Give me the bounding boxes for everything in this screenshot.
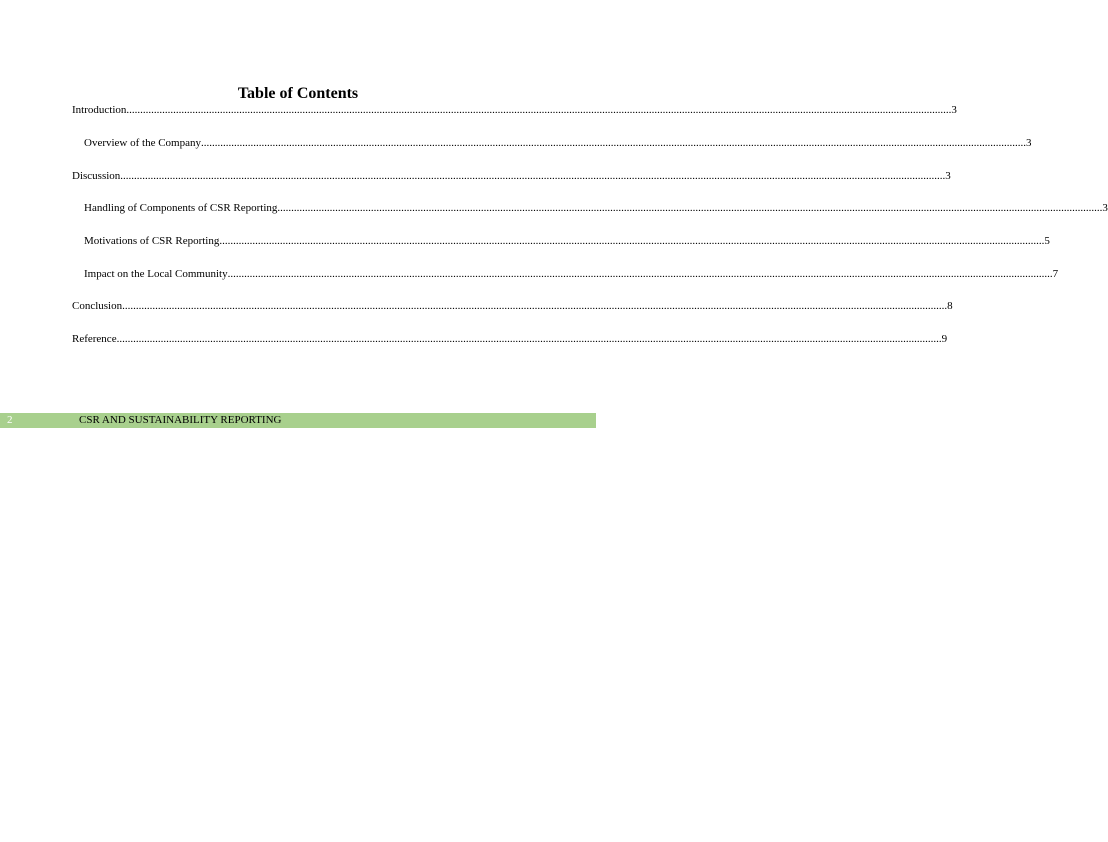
toc-entry-overview-of-the-company[interactable] <box>84 137 1032 150</box>
toc-entry-page: 3 <box>951 104 957 116</box>
toc-leader-dots: ............................................................................................................................................................................................................................................................................................................ <box>126 104 952 116</box>
toc-entry-impact-local-community[interactable] <box>84 268 1059 281</box>
toc-leader-dots: ............................................................................................................................................................................................................................................................................................................ <box>122 300 948 312</box>
toc-entry-page: 8 <box>947 300 953 312</box>
toc-entry-label: Handling of Components of CSR Reporting <box>84 202 278 214</box>
toc-entry-page: 9 <box>941 333 948 345</box>
toc-entry-label: Motivations of CSR Reporting <box>84 235 220 247</box>
toc-leader-dots: ............................................................................................................................................................................................................................................................................................................ <box>120 170 946 182</box>
toc-leader-dots: ............................................................................................................................................................................................................................................................................................................ <box>116 333 942 345</box>
toc-leader-dots: ............................................................................................................................................................................................................................................................................................................ <box>201 137 1026 149</box>
footer-page-number: 2 <box>7 414 13 426</box>
footer-running-title: CSR AND SUSTAINABILITY REPORTING <box>79 414 282 426</box>
toc-entry-label: Conclusion <box>72 300 123 312</box>
toc-entry-label: Discussion <box>72 170 121 182</box>
toc-entry-page: 7 <box>1052 268 1059 280</box>
toc-leader-dots: ............................................................................................................................................................................................................................................................................................................ <box>227 268 1053 280</box>
toc-entry-page: 5 <box>1044 235 1050 247</box>
toc-entry-label: Overview of the Company <box>84 137 201 149</box>
toc-leader-dots: ............................................................................................................................................................................................................................................................................................................ <box>219 235 1045 247</box>
toc-entry-page: 3 <box>1102 202 1108 214</box>
toc-entry-introduction[interactable] <box>72 104 957 117</box>
toc-entry-label: Introduction <box>72 104 127 116</box>
toc-entry-label: Reference <box>72 333 117 345</box>
toc-entry-reference[interactable] <box>72 333 948 346</box>
toc-entry-discussion[interactable] <box>72 170 951 183</box>
toc-entry-page: 3 <box>945 170 951 182</box>
toc-entry-page: 3 <box>1026 137 1032 149</box>
toc-entry-handling-of-components[interactable] <box>84 202 1108 215</box>
toc-entry-label: Impact on the Local Community <box>84 268 228 280</box>
toc-title: Table of Contents <box>237 85 359 102</box>
toc-leader-dots: ............................................................................................................................................................................................................................................................................................................ <box>277 202 1103 214</box>
toc-entry-conclusion[interactable] <box>72 300 953 313</box>
toc-entry-motivations[interactable] <box>84 235 1050 248</box>
